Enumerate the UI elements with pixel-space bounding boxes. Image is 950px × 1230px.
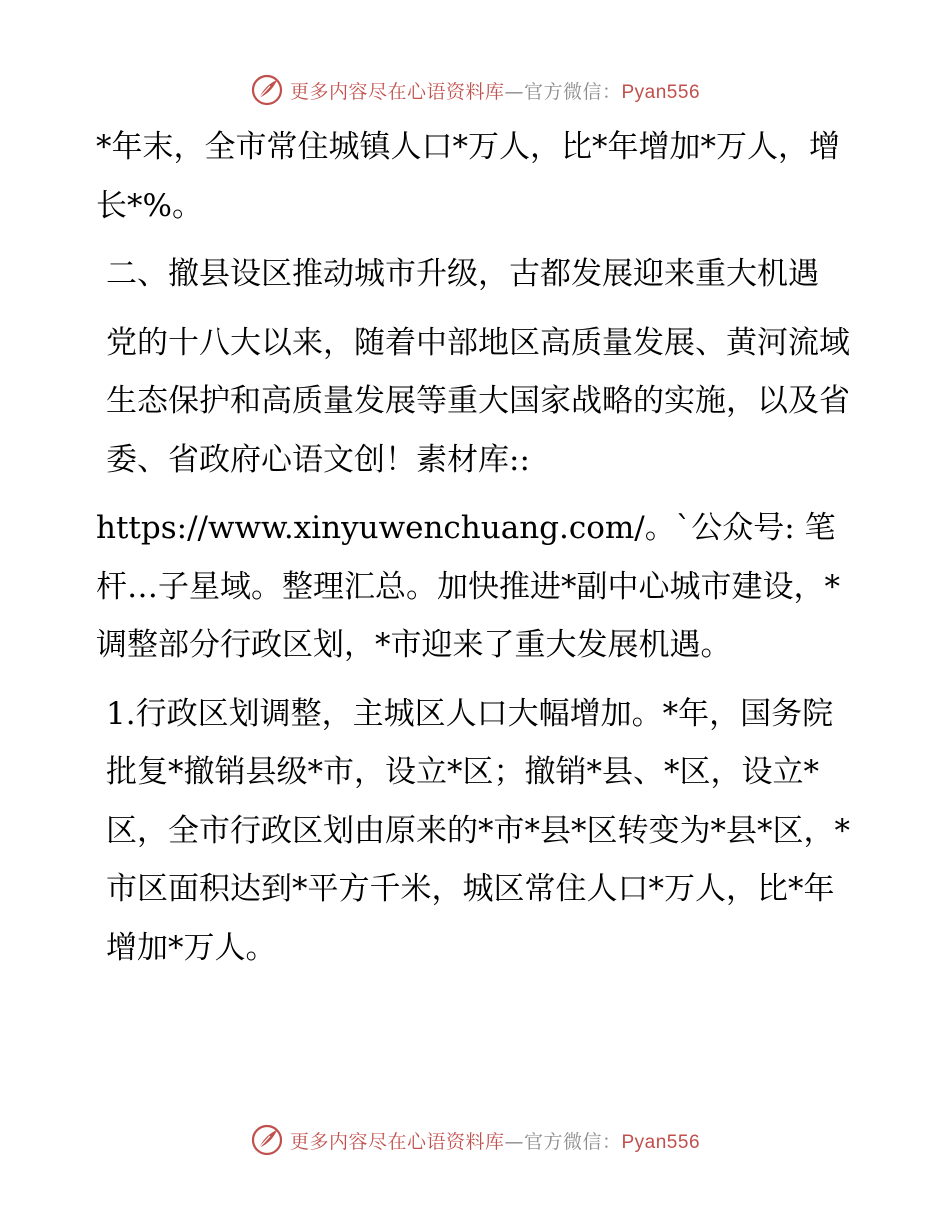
banner-title: 更多内容尽在心语资料库 [289, 80, 505, 103]
footer-watermark-banner [0, 1120, 950, 1160]
header-watermark-banner [0, 70, 950, 110]
banner-separator: — [504, 80, 524, 103]
document-body [96, 118, 856, 987]
feather-pen-icon [250, 1123, 284, 1157]
feather-pen-icon [250, 73, 284, 107]
paragraph-national-strategy: 党的十八大以来，随着中部地区高质量发展、黄河流域生态保护和高质量发展等重大国家战略的实施，以及省委、省政府心语文创！素材库:: [106, 324, 850, 478]
paragraph-administrative-adjustment: 1.行政区划调整，主城区人口大幅增加。*年，国务院批复*撤销县级*市，设立*区；撤销*县、*区，设立*区，全市行政区划由原来的*市*县*区转变为*县*区，*市区面积达到*平方千米，城区常住人口*万人，比*年增加*万人。 [106, 695, 850, 966]
section-heading-district-reform: 二、撤县设区推动城市升级，古都发展迎来重大机遇 [106, 256, 819, 292]
banner-contact-id: Pyan556 [621, 81, 701, 103]
paragraph-population-summary: *年末，全市常住城镇人口*万人，比*年增加*万人，增长*%。 [96, 129, 840, 224]
banner-contact-label: 官方微信： [523, 1130, 622, 1153]
banner-contact-label: 官方微信： [523, 80, 622, 103]
banner-separator: — [504, 1130, 524, 1153]
banner-contact-id: Pyan556 [621, 1131, 701, 1153]
banner-title: 更多内容尽在心语资料库 [289, 1130, 505, 1153]
paragraph-source-note: https://www.xinyuwenchuang.com/。`公众号: 笔杆…子星域。整理汇总。加快推进*副中心城市建设，*调整部分行政区划，*市迎来了重大发展机遇。 [96, 510, 840, 663]
